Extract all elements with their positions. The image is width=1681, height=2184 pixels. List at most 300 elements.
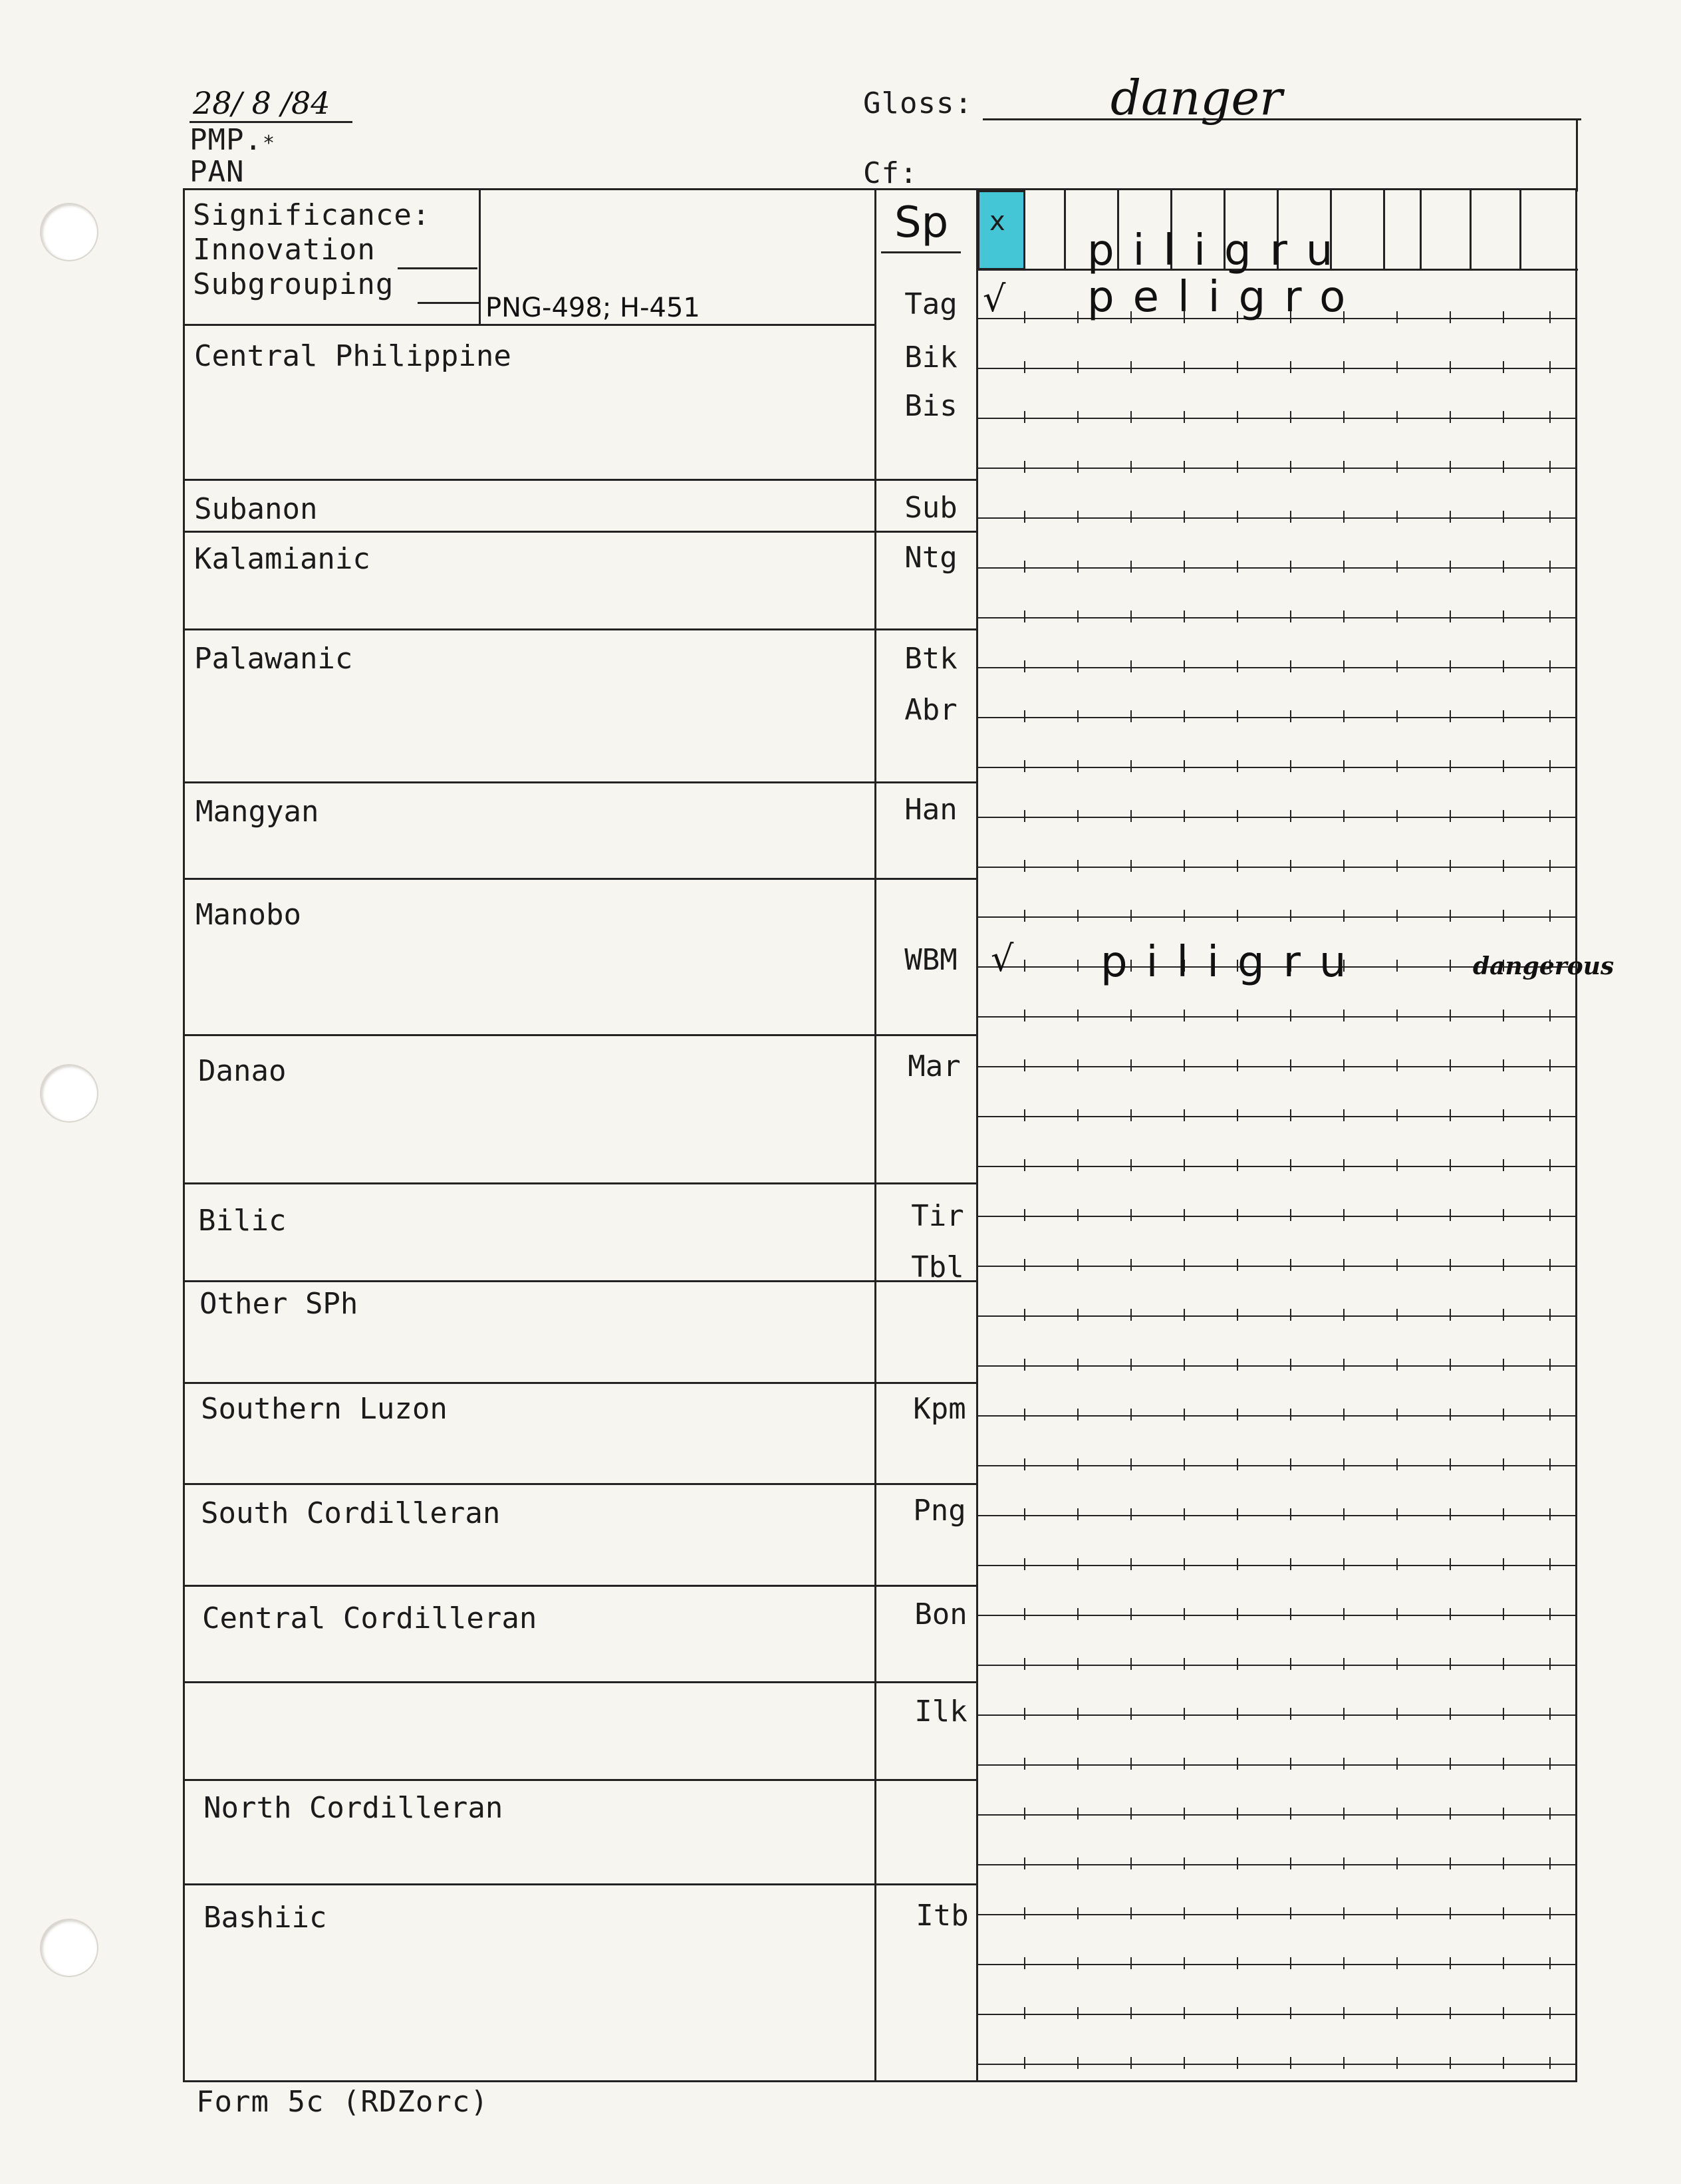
- entry-tick: [1184, 810, 1185, 822]
- entry-tick: [1450, 1059, 1451, 1071]
- entry-rule: [977, 1515, 1577, 1516]
- entry-rule: [977, 1914, 1577, 1915]
- entry-tick: [1237, 1359, 1238, 1371]
- entry-tick: [1024, 710, 1025, 722]
- entry-tick: [1237, 660, 1238, 672]
- entry-tick: [1024, 910, 1025, 922]
- entry-tick: [1450, 1359, 1451, 1371]
- entry-tick: [1237, 2057, 1238, 2069]
- entry-tick: [1077, 1309, 1079, 1321]
- entry-tick: [1343, 411, 1345, 423]
- entry-tick: [1290, 2057, 1291, 2069]
- entry-tick: [1184, 411, 1185, 423]
- entry-tick: [1549, 1857, 1551, 1869]
- entry-tick: [1396, 1359, 1398, 1371]
- entry-tick: [1396, 2057, 1398, 2069]
- entry-tick: [1450, 361, 1451, 373]
- entry-tick: [1130, 810, 1132, 822]
- entry-tick: [1503, 1907, 1504, 1919]
- entry-tick: [1343, 1907, 1345, 1919]
- entry-tick: [1503, 910, 1504, 922]
- entry-tick: [1290, 1558, 1291, 1570]
- entry-tick: [1024, 411, 1025, 423]
- entry-tick: [1549, 860, 1551, 872]
- entry-tick: [1396, 910, 1398, 922]
- entry-tick: [1503, 1409, 1504, 1421]
- entry-rule: [977, 1266, 1577, 1267]
- entry-rule: [977, 1116, 1577, 1117]
- entry-tick: [1237, 1508, 1238, 1520]
- entry-tick: [1549, 1159, 1551, 1171]
- entry-rule: [977, 468, 1577, 469]
- entry-tick: [1290, 1857, 1291, 1869]
- entry-tick: [1396, 1658, 1398, 1670]
- entry-tick: [1130, 1658, 1132, 1670]
- code-tag: Tag: [904, 287, 958, 321]
- entry-tick: [1503, 361, 1504, 373]
- entry-tick: [1343, 660, 1345, 672]
- entry-tick: [1077, 411, 1079, 423]
- entry-tick: [1024, 1259, 1025, 1271]
- entry-tick: [1077, 1458, 1079, 1470]
- entry-rule: [977, 1166, 1577, 1167]
- pmp-asterisk: *: [262, 132, 276, 155]
- entry-tick: [1290, 1808, 1291, 1820]
- entry-tick: [1024, 1957, 1025, 1969]
- entry-tick: [1290, 710, 1291, 722]
- entry-tick: [1396, 1608, 1398, 1620]
- entry-rule: [977, 1465, 1577, 1466]
- entry-tick: [1024, 1508, 1025, 1520]
- entry-rule: [977, 916, 1577, 918]
- code-bik: Bik: [904, 341, 958, 374]
- entry-tick: [1503, 1359, 1504, 1371]
- entry-tick: [1503, 611, 1504, 622]
- group-subanon: Subanon: [194, 492, 318, 526]
- gloss-label: Gloss:: [863, 86, 973, 120]
- entry-tick: [1290, 760, 1291, 772]
- entry-tick: [1237, 411, 1238, 423]
- entry-tick: [1396, 1957, 1398, 1969]
- entry-tick: [1396, 411, 1398, 423]
- entry-tick: [1343, 2057, 1345, 2069]
- entry-tick: [1450, 1159, 1451, 1171]
- entry-tick: [1450, 1558, 1451, 1570]
- entry-tick: [1343, 910, 1345, 922]
- tag-form: peligro: [1087, 273, 1364, 322]
- entry-tick: [1184, 710, 1185, 722]
- entry-tick: [1237, 361, 1238, 373]
- entry-tick: [1549, 810, 1551, 822]
- entry-tick: [1130, 1708, 1132, 1720]
- entry-tick: [1290, 1309, 1291, 1321]
- group-central-cordilleran: Central Cordilleran: [202, 1601, 537, 1635]
- entry-tick: [1396, 660, 1398, 672]
- entry-tick: [1503, 1159, 1504, 1171]
- entry-tick: [1290, 411, 1291, 423]
- entry-tick: [1549, 2057, 1551, 2069]
- entry-tick: [1450, 561, 1451, 573]
- group-bashiic: Bashiic: [203, 1901, 327, 1935]
- entry-tick: [1130, 561, 1132, 573]
- punch-hole: [40, 203, 98, 261]
- code-abr: Abr: [904, 693, 958, 727]
- entry-tick: [1184, 1109, 1185, 1121]
- entry-tick: [1237, 1259, 1238, 1271]
- entry-tick: [1130, 760, 1132, 772]
- entry-tick: [1450, 710, 1451, 722]
- entry-tick: [1396, 710, 1398, 722]
- entry-tick: [1237, 1658, 1238, 1670]
- entry-tick: [1024, 1209, 1025, 1221]
- entry-tick: [1184, 1957, 1185, 1969]
- entry-tick: [1503, 1259, 1504, 1271]
- group-kalamianic: Kalamianic: [194, 542, 370, 576]
- entry-tick: [1503, 1758, 1504, 1770]
- entry-tick: [1077, 1010, 1079, 1022]
- entry-tick: [1237, 611, 1238, 622]
- entry-tick: [1077, 1758, 1079, 1770]
- entry-tick: [1450, 1658, 1451, 1670]
- entry-tick: [1290, 1658, 1291, 1670]
- entry-tick: [1549, 1658, 1551, 1670]
- entry-tick: [1237, 1957, 1238, 1969]
- entry-tick: [1396, 611, 1398, 622]
- entry-tick: [1549, 1508, 1551, 1520]
- code-han: Han: [904, 793, 958, 827]
- entry-tick: [1343, 1608, 1345, 1620]
- subgrouping-label: Subgrouping: [193, 267, 394, 301]
- entry-tick: [1184, 1010, 1185, 1022]
- entry-tick: [1343, 1059, 1345, 1071]
- entry-tick: [1290, 1907, 1291, 1919]
- entry-tick: [1450, 2057, 1451, 2069]
- pan-label: PAN: [190, 155, 245, 189]
- group-south-cordilleran: South Cordilleran: [201, 1496, 501, 1530]
- entry-tick: [1290, 1957, 1291, 1969]
- entry-tick: [1130, 1209, 1132, 1221]
- entry-tick: [1396, 1259, 1398, 1271]
- entry-tick: [1024, 511, 1025, 523]
- entry-tick: [1077, 2007, 1079, 2019]
- entry-tick: [1237, 1309, 1238, 1321]
- entry-tick: [1237, 1907, 1238, 1919]
- entry-tick: [1396, 760, 1398, 772]
- entry-tick: [1343, 561, 1345, 573]
- entry-tick: [1503, 1010, 1504, 1022]
- entry-tick: [1024, 960, 1025, 972]
- entry-tick: [1290, 1508, 1291, 1520]
- entry-tick: [1290, 860, 1291, 872]
- entry-tick: [1503, 1708, 1504, 1720]
- entry-tick: [1184, 1658, 1185, 1670]
- entry-tick: [1237, 511, 1238, 523]
- entry-tick: [1130, 1558, 1132, 1570]
- entry-tick: [1549, 411, 1551, 423]
- entry-tick: [1450, 1907, 1451, 1919]
- entry-tick: [1549, 1010, 1551, 1022]
- entry-tick: [1503, 1059, 1504, 1071]
- tag-check: √: [983, 278, 1006, 320]
- entry-tick: [1503, 1658, 1504, 1670]
- entry-tick: [1396, 2007, 1398, 2019]
- entry-tick: [1184, 361, 1185, 373]
- entry-tick: [1024, 2007, 1025, 2019]
- punch-hole: [40, 1064, 98, 1123]
- entry-tick: [1184, 1558, 1185, 1570]
- entry-tick: [1396, 1907, 1398, 1919]
- entry-tick: [1549, 710, 1551, 722]
- entry-tick: [1290, 1159, 1291, 1171]
- entry-tick: [1024, 1359, 1025, 1371]
- entry-tick: [1237, 1558, 1238, 1570]
- entry-tick: [1503, 1808, 1504, 1820]
- entry-tick: [1184, 1508, 1185, 1520]
- entry-tick: [1343, 1309, 1345, 1321]
- code-ilk: Ilk: [914, 1695, 968, 1728]
- entry-tick: [1503, 2007, 1504, 2019]
- entry-tick: [1184, 1608, 1185, 1620]
- entry-tick: [1077, 1857, 1079, 1869]
- entry-tick: [1549, 1309, 1551, 1321]
- entry-tick: [1343, 1010, 1345, 1022]
- entry-tick: [1077, 1708, 1079, 1720]
- entry-tick: [1396, 1508, 1398, 1520]
- entry-tick: [1237, 1608, 1238, 1620]
- entry-tick: [1130, 461, 1132, 473]
- code-png: Png: [913, 1494, 966, 1528]
- entry-tick: [1343, 361, 1345, 373]
- sp-form: piligru: [1087, 226, 1352, 275]
- entry-tick: [1396, 860, 1398, 872]
- entry-tick: [1503, 561, 1504, 573]
- entry-tick: [1077, 361, 1079, 373]
- entry-tick: [1343, 1159, 1345, 1171]
- entry-tick: [1450, 1309, 1451, 1321]
- entry-tick: [1130, 1059, 1132, 1071]
- entry-rule: [977, 1216, 1577, 1217]
- entry-tick: [1549, 1957, 1551, 1969]
- entry-tick: [1290, 561, 1291, 573]
- x-mark: x: [989, 206, 1006, 237]
- group-north-cordilleran: North Cordilleran: [203, 1791, 503, 1825]
- entry-tick: [1184, 1907, 1185, 1919]
- group-other-sph: Other SPh: [199, 1287, 358, 1321]
- entry-rule: [977, 617, 1577, 618]
- group-danao: Danao: [198, 1054, 287, 1088]
- entry-tick: [1024, 1309, 1025, 1321]
- code-tbl: Tbl: [911, 1250, 964, 1284]
- entry-tick: [1396, 1808, 1398, 1820]
- entry-tick: [1503, 1957, 1504, 1969]
- entry-tick: [1343, 1857, 1345, 1869]
- entry-tick: [1130, 1159, 1132, 1171]
- entry-tick: [1290, 611, 1291, 622]
- entry-tick: [1396, 1010, 1398, 1022]
- entry-rule: [977, 1814, 1577, 1816]
- entry-rule: [977, 1665, 1577, 1666]
- entry-tick: [1549, 1558, 1551, 1570]
- entry-tick: [1290, 511, 1291, 523]
- entry-tick: [1549, 1907, 1551, 1919]
- cf-label: Cf:: [863, 156, 918, 190]
- significance-label: Significance:: [193, 198, 431, 232]
- entry-tick: [1503, 860, 1504, 872]
- entry-tick: [1184, 2007, 1185, 2019]
- entry-tick: [1237, 1458, 1238, 1470]
- entry-tick: [1290, 1409, 1291, 1421]
- entry-tick: [1450, 1109, 1451, 1121]
- entry-tick: [1396, 361, 1398, 373]
- entry-tick: [1024, 611, 1025, 622]
- entry-tick: [1077, 1608, 1079, 1620]
- entry-tick: [1077, 910, 1079, 922]
- entry-tick: [1077, 611, 1079, 622]
- entry-tick: [1503, 411, 1504, 423]
- entry-tick: [1184, 1708, 1185, 1720]
- entry-tick: [1290, 660, 1291, 672]
- entry-tick: [1237, 810, 1238, 822]
- entry-tick: [1130, 710, 1132, 722]
- entry-tick: [1343, 1758, 1345, 1770]
- entry-tick: [1549, 1359, 1551, 1371]
- entry-tick: [1024, 1159, 1025, 1171]
- entry-tick: [1549, 1109, 1551, 1121]
- entry-tick: [1290, 361, 1291, 373]
- entry-tick: [1450, 461, 1451, 473]
- entry-tick: [1184, 511, 1185, 523]
- entry-tick: [1343, 1458, 1345, 1470]
- entry-tick: [1237, 760, 1238, 772]
- entry-tick: [1024, 810, 1025, 822]
- entry-tick: [1077, 1907, 1079, 1919]
- entry-tick: [1077, 511, 1079, 523]
- entry-tick: [1343, 860, 1345, 872]
- entry-tick: [1549, 1808, 1551, 1820]
- entry-tick: [1396, 1109, 1398, 1121]
- entry-tick: [1549, 1758, 1551, 1770]
- entry-tick: [1343, 1209, 1345, 1221]
- entry-tick: [1077, 1409, 1079, 1421]
- entry-tick: [1237, 1409, 1238, 1421]
- entry-tick: [1290, 1708, 1291, 1720]
- entry-tick: [1130, 1608, 1132, 1620]
- entry-tick: [1503, 1608, 1504, 1620]
- entry-tick: [1077, 2057, 1079, 2069]
- entry-tick: [1077, 1159, 1079, 1171]
- entry-tick: [1450, 1010, 1451, 1022]
- entry-tick: [1237, 860, 1238, 872]
- entry-tick: [1396, 1059, 1398, 1071]
- entry-tick: [1290, 1608, 1291, 1620]
- entry-tick: [1343, 1558, 1345, 1570]
- entry-tick: [1077, 960, 1079, 972]
- entry-tick: [1450, 1708, 1451, 1720]
- entry-tick: [1237, 2007, 1238, 2019]
- code-wbm: WBM: [904, 943, 958, 977]
- entry-tick: [1130, 1907, 1132, 1919]
- entry-tick: [1024, 1708, 1025, 1720]
- entry-tick: [1237, 1857, 1238, 1869]
- entry-tick: [1396, 511, 1398, 523]
- entry-tick: [1290, 1259, 1291, 1271]
- entry-tick: [1130, 361, 1132, 373]
- group-palawanic: Palawanic: [194, 642, 353, 676]
- entry-tick: [1343, 1808, 1345, 1820]
- reference-note: PNG-498; H-451: [485, 293, 700, 323]
- entry-tick: [1290, 1359, 1291, 1371]
- entry-tick: [1290, 2007, 1291, 2019]
- entry-tick: [1077, 860, 1079, 872]
- entry-tick: [1184, 1359, 1185, 1371]
- gloss-value: danger: [1110, 70, 1283, 126]
- entry-tick: [1549, 311, 1551, 323]
- entry-tick: [1024, 311, 1025, 323]
- entry-tick: [1549, 1608, 1551, 1620]
- entry-tick: [1077, 1109, 1079, 1121]
- entry-tick: [1549, 1708, 1551, 1720]
- entry-rule: [977, 1714, 1577, 1716]
- entry-tick: [1450, 810, 1451, 822]
- entry-tick: [1184, 561, 1185, 573]
- group-mangyan: Mangyan: [195, 795, 319, 829]
- group-bilic: Bilic: [198, 1204, 287, 1238]
- code-ntg: Ntg: [904, 541, 958, 575]
- entry-tick: [1549, 611, 1551, 622]
- entry-tick: [1077, 1957, 1079, 1969]
- entry-tick: [1184, 1409, 1185, 1421]
- entry-tick: [1503, 660, 1504, 672]
- entry-tick: [1549, 910, 1551, 922]
- innovation-label: Innovation: [193, 233, 376, 267]
- group-southern-luzon: Southern Luzon: [201, 1392, 448, 1426]
- entry-tick: [1503, 1209, 1504, 1221]
- entry-tick: [1130, 910, 1132, 922]
- entry-tick: [1549, 461, 1551, 473]
- entry-tick: [1237, 1010, 1238, 1022]
- entry-rule: [977, 1365, 1577, 1367]
- entry-tick: [1130, 860, 1132, 872]
- entry-tick: [1396, 561, 1398, 573]
- entry-rule: [977, 567, 1577, 569]
- entry-tick: [1024, 1758, 1025, 1770]
- entry-tick: [1290, 1010, 1291, 1022]
- entry-tick: [1237, 1209, 1238, 1221]
- entry-tick: [1450, 1458, 1451, 1470]
- entry-tick: [1503, 511, 1504, 523]
- entry-tick: [1024, 361, 1025, 373]
- entry-tick: [1130, 1259, 1132, 1271]
- entry-tick: [1549, 361, 1551, 373]
- entry-rule: [977, 1016, 1577, 1018]
- entry-tick: [1290, 1458, 1291, 1470]
- entry-tick: [1237, 710, 1238, 722]
- entry-tick: [1184, 1259, 1185, 1271]
- entry-tick: [1450, 1508, 1451, 1520]
- entry-tick: [1396, 1458, 1398, 1470]
- entry-tick: [1237, 1109, 1238, 1121]
- entry-tick: [1184, 910, 1185, 922]
- entry-tick: [1549, 760, 1551, 772]
- entry-tick: [1130, 1758, 1132, 1770]
- entry-tick: [1077, 1059, 1079, 1071]
- entry-tick: [1450, 511, 1451, 523]
- entry-tick: [1450, 1209, 1451, 1221]
- entry-tick: [1237, 1808, 1238, 1820]
- entry-tick: [1077, 461, 1079, 473]
- code-kpm: Kpm: [913, 1392, 966, 1426]
- pmp-label: PMP.*: [190, 123, 276, 157]
